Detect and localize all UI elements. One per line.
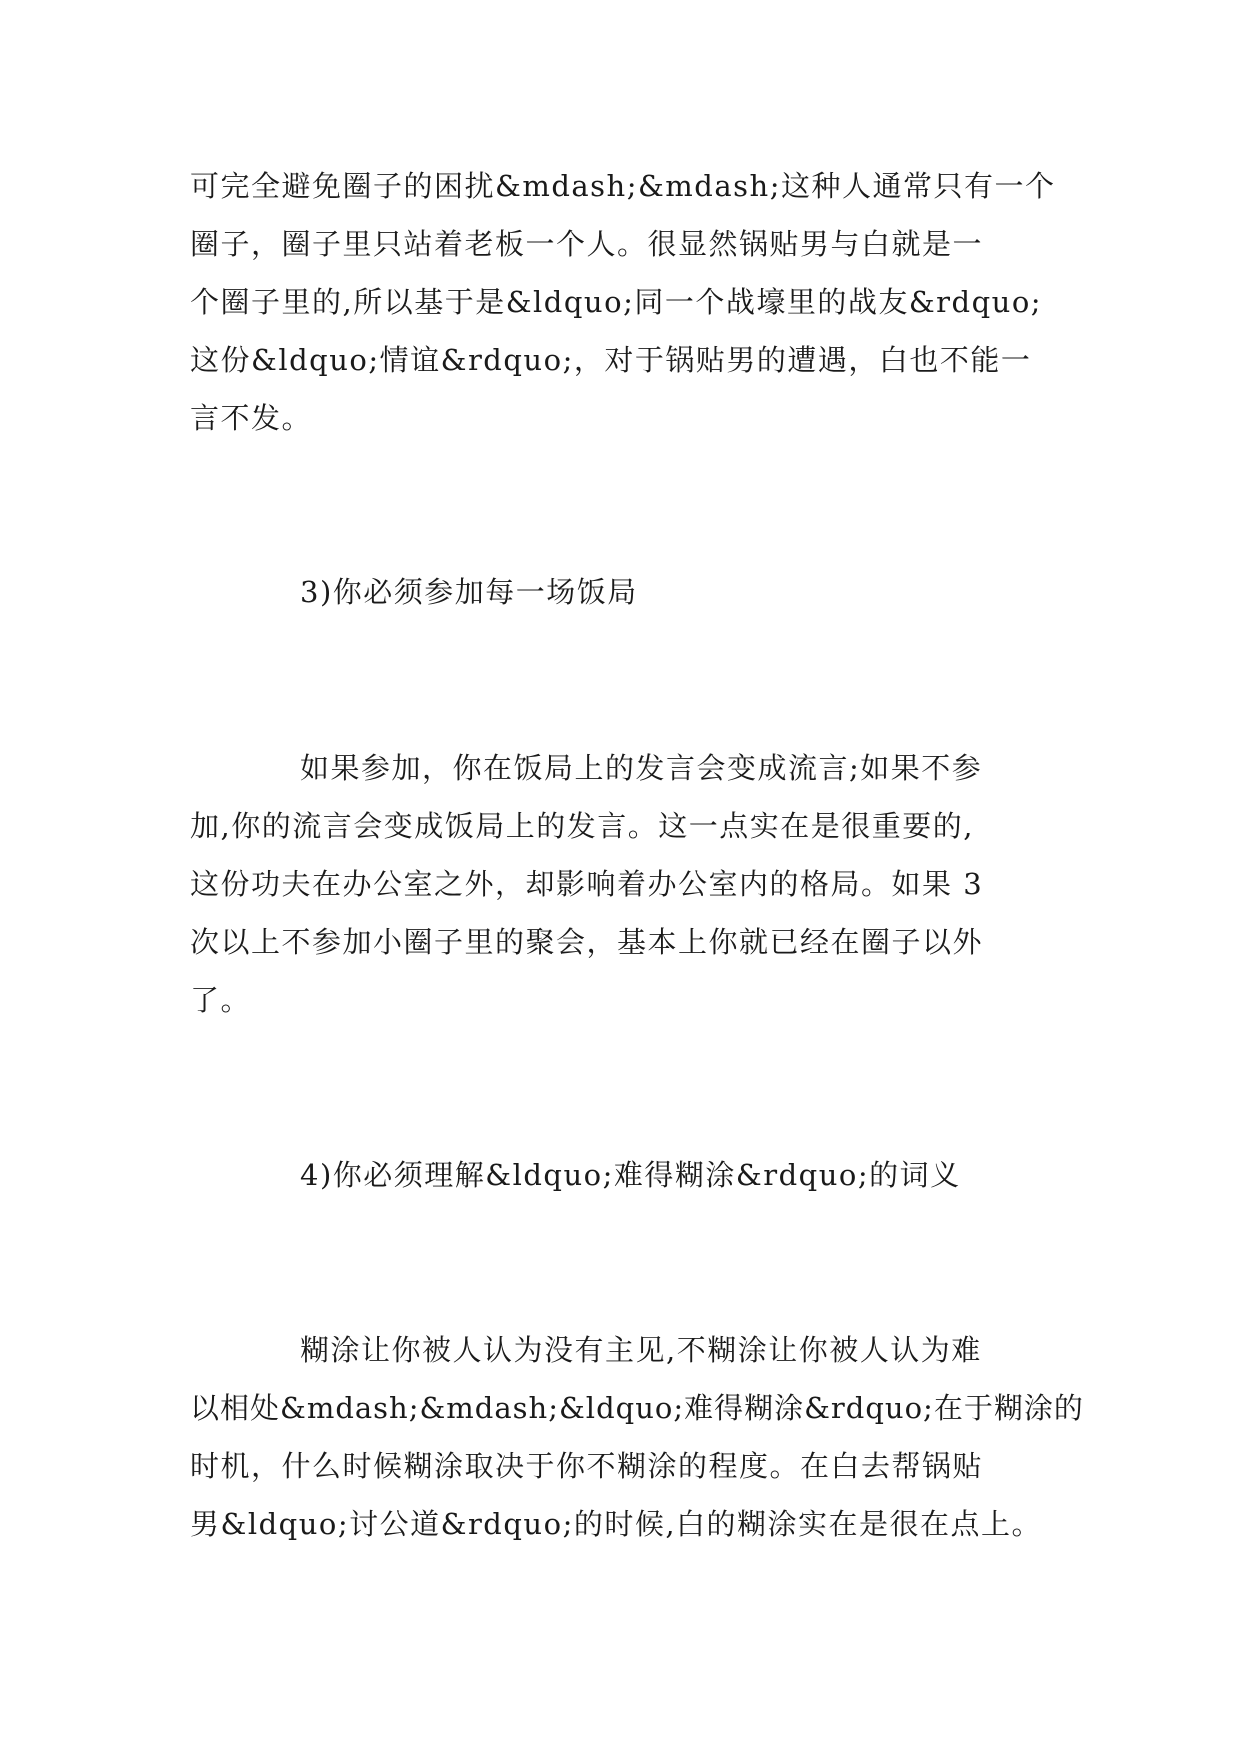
paragraph-1-line-5: 言不发。: [190, 401, 313, 435]
paragraph-2-line-5: 了。: [190, 983, 252, 1017]
section-heading-3: 3)你必须参加每一场饭局: [300, 575, 638, 609]
paragraph-1-line-2: 圈子，圈子里只站着老板一个人。很显然锅贴男与白就是一: [190, 227, 984, 261]
paragraph-2-line-2: 加,你的流言会变成饭局上的发言。这一点实在是很重要的,: [190, 809, 974, 843]
paragraph-3-line-1: 糊涂让你被人认为没有主见,不糊涂让你被人认为难: [300, 1333, 982, 1367]
paragraph-1-line-4: 这份&ldquo;情谊&rdquo;，对于锅贴男的遭遇，白也不能一: [190, 343, 1032, 377]
paragraph-2-line-1: 如果参加，你在饭局上的发言会变成流言;如果不参: [300, 751, 983, 785]
paragraph-3-line-2: 以相处&mdash;&mdash;&ldquo;难得糊涂&rdquo;在于糊涂的: [190, 1391, 1084, 1425]
paragraph-2-line-3: 这份功夫在办公室之外，却影响着办公室内的格局。如果 3: [190, 867, 984, 901]
paragraph-3-line-4: 男&ldquo;讨公道&rdquo;的时候,白的糊涂实在是很在点上。: [190, 1507, 1043, 1541]
paragraph-3-line-3: 时机，什么时候糊涂取决于你不糊涂的程度。在白去帮锅贴: [190, 1449, 984, 1483]
paragraph-2-line-4: 次以上不参加小圈子里的聚会，基本上你就已经在圈子以外: [190, 925, 984, 959]
section-heading-4: 4)你必须理解&ldquo;难得糊涂&rdquo;的词义: [300, 1158, 961, 1192]
paragraph-1-line-1: 可完全避免圈子的困扰&mdash;&mdash;这种人通常只有一个: [190, 169, 1056, 203]
paragraph-1-line-3: 个圈子里的,所以基于是&ldquo;同一个战壕里的战友&rdquo;: [190, 285, 1043, 319]
